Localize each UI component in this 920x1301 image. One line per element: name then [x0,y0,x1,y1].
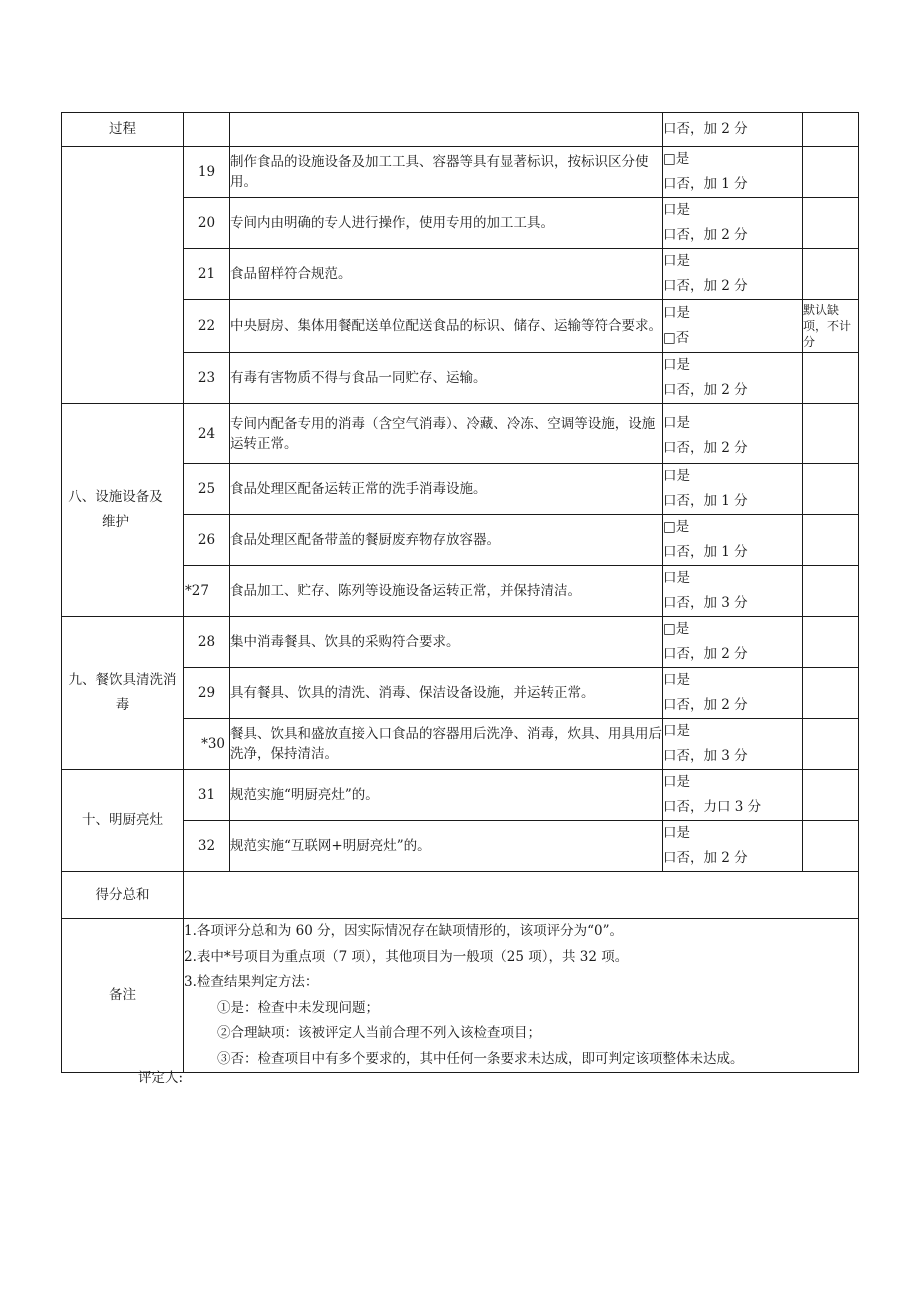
item-number: *30 [184,719,230,770]
option-no[interactable]: 口否，加 2 分 [663,227,748,243]
item-content: 制作食品的设施设备及加工工具、容器等具有显著标识，按标识区分使用。 [230,147,663,198]
item-number: 20 [184,198,230,249]
item-options [663,300,803,353]
item-content: 集中消毒餐具、饮具的采购符合要求。 [230,617,663,668]
item-options [663,113,803,147]
item-number: 25 [184,464,230,515]
option-yes[interactable]: 口是 [663,825,690,841]
option-no[interactable]: 口否，加 2 分 [663,121,748,137]
total-label: 得分总和 [62,872,184,919]
item-number: 28 [184,617,230,668]
item-options [663,668,803,719]
item-number: 19 [184,147,230,198]
item-number: 22 [184,300,230,353]
remark-line: 3.检查结果判定方法： [184,974,319,990]
option-no[interactable]: 口否，加 2 分 [663,278,748,294]
table-row [62,617,859,668]
item-note [803,617,859,668]
category-kitchen: 十、明厨亮灶 [62,770,184,872]
option-no[interactable]: 口否，加 1 分 [663,176,748,192]
item-note [803,249,859,300]
item-note [803,515,859,566]
item-content: 规范实施“明厨亮灶”的。 [230,770,663,821]
option-yes[interactable]: 口是 [663,468,690,484]
item-note [803,668,859,719]
option-no[interactable]: 口否，力口 3 分 [663,799,762,815]
item-number [184,113,230,147]
table-row [62,770,859,821]
option-no[interactable]: 口否，加 1 分 [663,544,748,560]
item-options [663,617,803,668]
option-no[interactable]: 口否，加 3 分 [663,748,748,764]
item-note [803,198,859,249]
option-yes[interactable]: 口是 [663,357,690,373]
item-content: 专间内由明确的专人进行操作，使用专用的加工工具。 [230,198,663,249]
item-number: 31 [184,770,230,821]
table-row [62,147,859,198]
item-note [803,770,859,821]
item-options [663,147,803,198]
item-note [803,719,859,770]
item-options [663,566,803,617]
option-no[interactable]: 口否，加 2 分 [663,646,748,662]
option-no[interactable]: 口否，加 2 分 [663,440,748,456]
item-content: 有毒有害物质不得与食品一同贮存、运输。 [230,353,663,404]
category-tableware: 九、餐饮具清洗消毒 [62,617,184,770]
item-content: 食品加工、贮存、陈列等设施设备运转正常，并保持清洁。 [230,566,663,617]
remarks-label: 备注 [62,919,184,1073]
item-number: 32 [184,821,230,872]
remark-line: ②合理缺项：该被评定人当前合理不列入该检查项目； [217,1025,541,1041]
item-number: 23 [184,353,230,404]
option-yes[interactable]: □是 [663,519,690,535]
total-row [62,872,859,919]
option-no[interactable]: 口否，加 2 分 [663,697,748,713]
option-no[interactable]: 口否，加 2 分 [663,382,748,398]
option-no[interactable]: □否 [663,330,690,346]
item-options [663,821,803,872]
item-options [663,464,803,515]
option-yes[interactable]: 口是 [663,415,690,431]
item-number: 21 [184,249,230,300]
item-note [803,353,859,404]
remarks-content [184,919,859,1073]
inspection-table [61,112,859,1073]
item-options [663,353,803,404]
remark-line: 2.表中*号项目为重点项（7 项），其他项目为一般项（25 项），共 32 项。 [184,948,629,965]
item-content: 规范实施“互联网+明厨亮灶”的。 [230,821,663,872]
item-note: 默认缺项，不计分 [803,300,859,353]
item-note [803,404,859,464]
option-yes[interactable]: □是 [663,151,690,167]
item-content: 餐具、饮具和盛放直接入口食品的容器用后洗净、消毒，炊具、用具用后洗净，保持清洁。 [230,719,663,770]
item-note [803,113,859,147]
option-yes[interactable]: 口是 [663,672,690,688]
item-note [803,147,859,198]
item-options [663,515,803,566]
item-content: 食品留样符合规范。 [230,249,663,300]
item-number: 26 [184,515,230,566]
item-number: 29 [184,668,230,719]
option-yes[interactable]: 口是 [663,774,690,790]
remark-line: ①是：检查中未发现问题； [217,999,379,1016]
category-facilities: 八、设施设备及维护 [62,404,184,617]
item-note [803,821,859,872]
item-note [803,464,859,515]
remark-line: ③否：检查项目中有多个要求的，其中任何一条要求未达成，即可判定该项整体未达成。 [217,1050,744,1067]
total-value[interactable] [184,872,859,919]
option-no[interactable]: 口否，加 3 分 [663,595,748,611]
option-no[interactable]: 口否，加 2 分 [663,850,748,866]
category-blank [62,147,184,404]
category-process: 过程 [62,113,184,147]
item-content: 具有餐具、饮具的清洗、消毒、保洁设备设施，并运转正常。 [230,668,663,719]
table-row [62,113,859,147]
item-content: 食品处理区配备运转正常的洗手消毒设施。 [230,464,663,515]
item-options [663,770,803,821]
item-options [663,719,803,770]
item-options [663,198,803,249]
item-content: 食品处理区配备带盖的餐厨废弃物存放容器。 [230,515,663,566]
item-number: *27 [184,566,230,617]
option-yes[interactable]: 口是 [663,570,690,586]
option-yes[interactable]: 口是 [663,202,690,218]
option-no[interactable]: 口否，加 1 分 [663,493,748,509]
option-yes[interactable]: 口是 [663,253,690,269]
option-yes[interactable]: □是 [663,621,690,637]
item-options [663,404,803,464]
item-content: 专间内配备专用的消毒（含空气消毒）、冷藏、冷冻、空调等设施，设施运转正常。 [230,404,663,464]
remark-line: 1.各项评分总和为 60 分，因实际情况存在缺项情形的，该项评分为“0”。 [184,923,624,939]
item-content: 中央厨房、集体用餐配送单位配送食品的标识、储存、运输等符合要求。 [230,300,663,353]
item-options [663,249,803,300]
item-content [230,113,663,147]
option-yes[interactable]: 口是 [663,305,690,321]
option-yes[interactable]: 口是 [663,723,690,739]
remarks-row [62,919,859,1073]
item-number: 24 [184,404,230,464]
table-row [62,404,859,464]
signer-label: 评定人: [138,1070,184,1086]
item-note [803,566,859,617]
